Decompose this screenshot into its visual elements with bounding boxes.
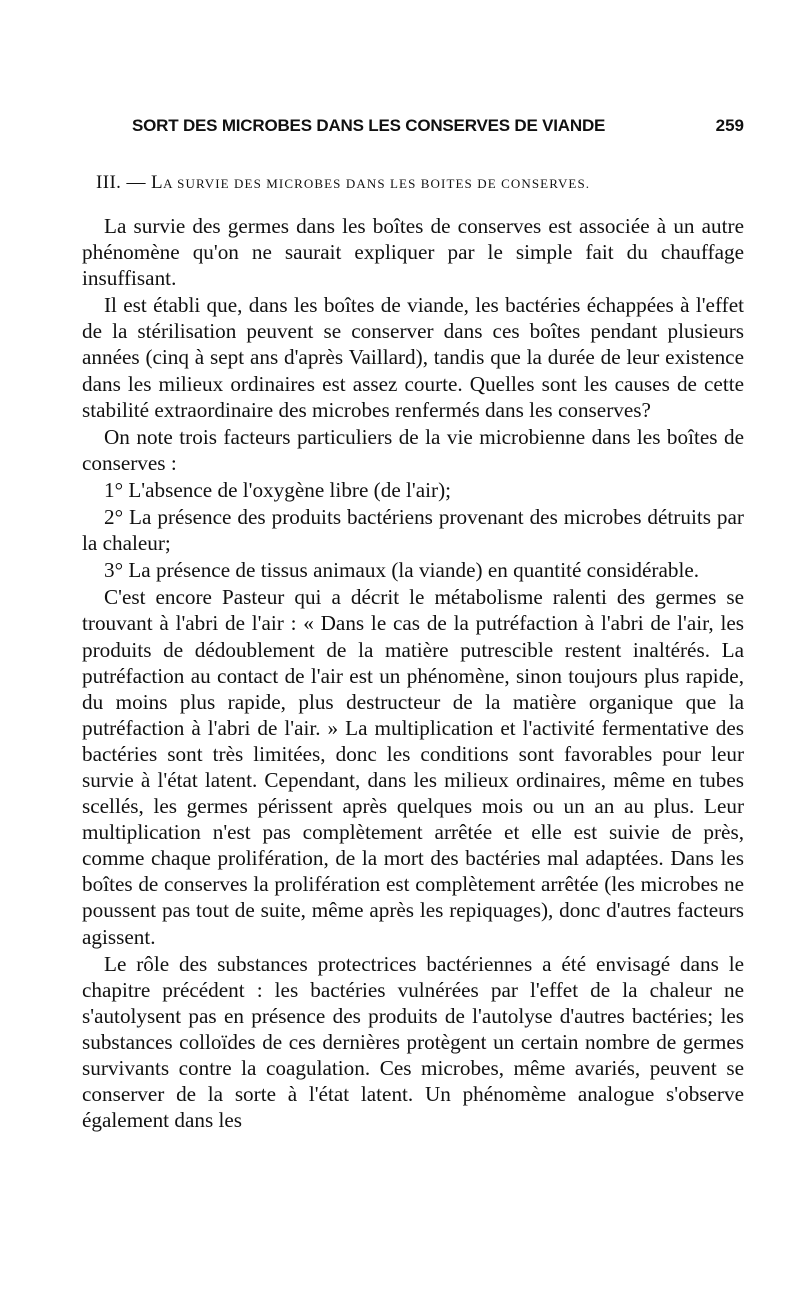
paragraph-4: C'est encore Pasteur qui a décrit le métabolisme ralenti des germes se trouvant à l'abri de l'air : « Dans le cas de la putréfaction à l'abri de l'air, les produits de dédoublement de la matière putrescible restent inaltérés. La putréfaction au contact de l'air est un phénomène, sinon toujours plus rapide, du moins plus rapide, plus destructeur de la matière organique que la putréfaction à l'abri de l'air. » La multiplication et l'activité fermentative des bactéries sont très limitées, donc les conditions sont favorables pour leur survie à l'état latent. Cependant, dans les milieux ordinaires, même en tubes scellés, les germes périssent après quelques mois ou un an au plus. Leur multiplication n'est pas complètement arrêtée et elle est suivie de près, comme chaque prolifération, de la mort des bactéries mal adaptées. Dans les boîtes de conserves la prolifération est complètement arrêtée (les microbes ne poussent pas tout de suite, même après les repiquages), donc d'autres facteurs agissent. [82, 585, 744, 949]
body-text [82, 213, 744, 1133]
page-number: 259 [715, 116, 744, 135]
running-header [82, 116, 744, 140]
paragraph-3: On note trois facteurs particuliers de la vie microbienne dans les boîtes de conserves : [82, 424, 744, 475]
section-number: III. — [96, 172, 146, 193]
section-heading [96, 172, 590, 194]
section-title [151, 172, 590, 193]
paragraph-2: Il est établi que, dans les boîtes de viande, les bactéries échappées à l'effet de la stérilisation peuvent se conserver dans ces boîtes pendant plusieurs années (cinq à sept ans d'après Vaillard), tandis que la durée de leur existence dans les milieux ordinaires est assez courte. Quelles sont les causes de cette stabilité extraordinaire des microbes renfermés dans les conserves? [82, 293, 744, 422]
paragraph-5: Le rôle des substances protectrices bactériennes a été envisagé dans le chapitre précédent : les bactéries vulnérées par l'effet de la chaleur ne s'autolysent pas en présence des produits de l'autolyse d'autres bactéries; les substances colloïdes de ces dernières protègent un certain nombre de germes survivants contre la coagulation. Ces microbes, même avariés, peuvent se conserver de la sorte à l'état latent. Un phénomème analogue s'observe également dans les [82, 951, 744, 1133]
list-item-2: 2° La présence des produits bactériens provenant des microbes détruits par la chaleur; [82, 505, 744, 556]
list-item-1: 1° L'absence de l'oxygène libre (de l'air); [104, 477, 452, 502]
paragraph-1: La survie des germes dans les boîtes de conserves est associée à un autre phénomène qu'on ne saurait expliquer par le simple fait du chauffage insuffisant. [82, 214, 744, 291]
list-item-3: 3° La présence de tissus animaux (la viande) en quantité considérable. [104, 558, 700, 583]
section-title-initial: L [151, 172, 164, 193]
running-title: SORT DES MICROBES DANS LES CONSERVES DE VIANDE [132, 116, 606, 135]
document-page [82, 0, 744, 1304]
section-title-rest: A SURVIE DES MICROBES DANS LES BOITES DE CONSERVES. [163, 176, 591, 191]
